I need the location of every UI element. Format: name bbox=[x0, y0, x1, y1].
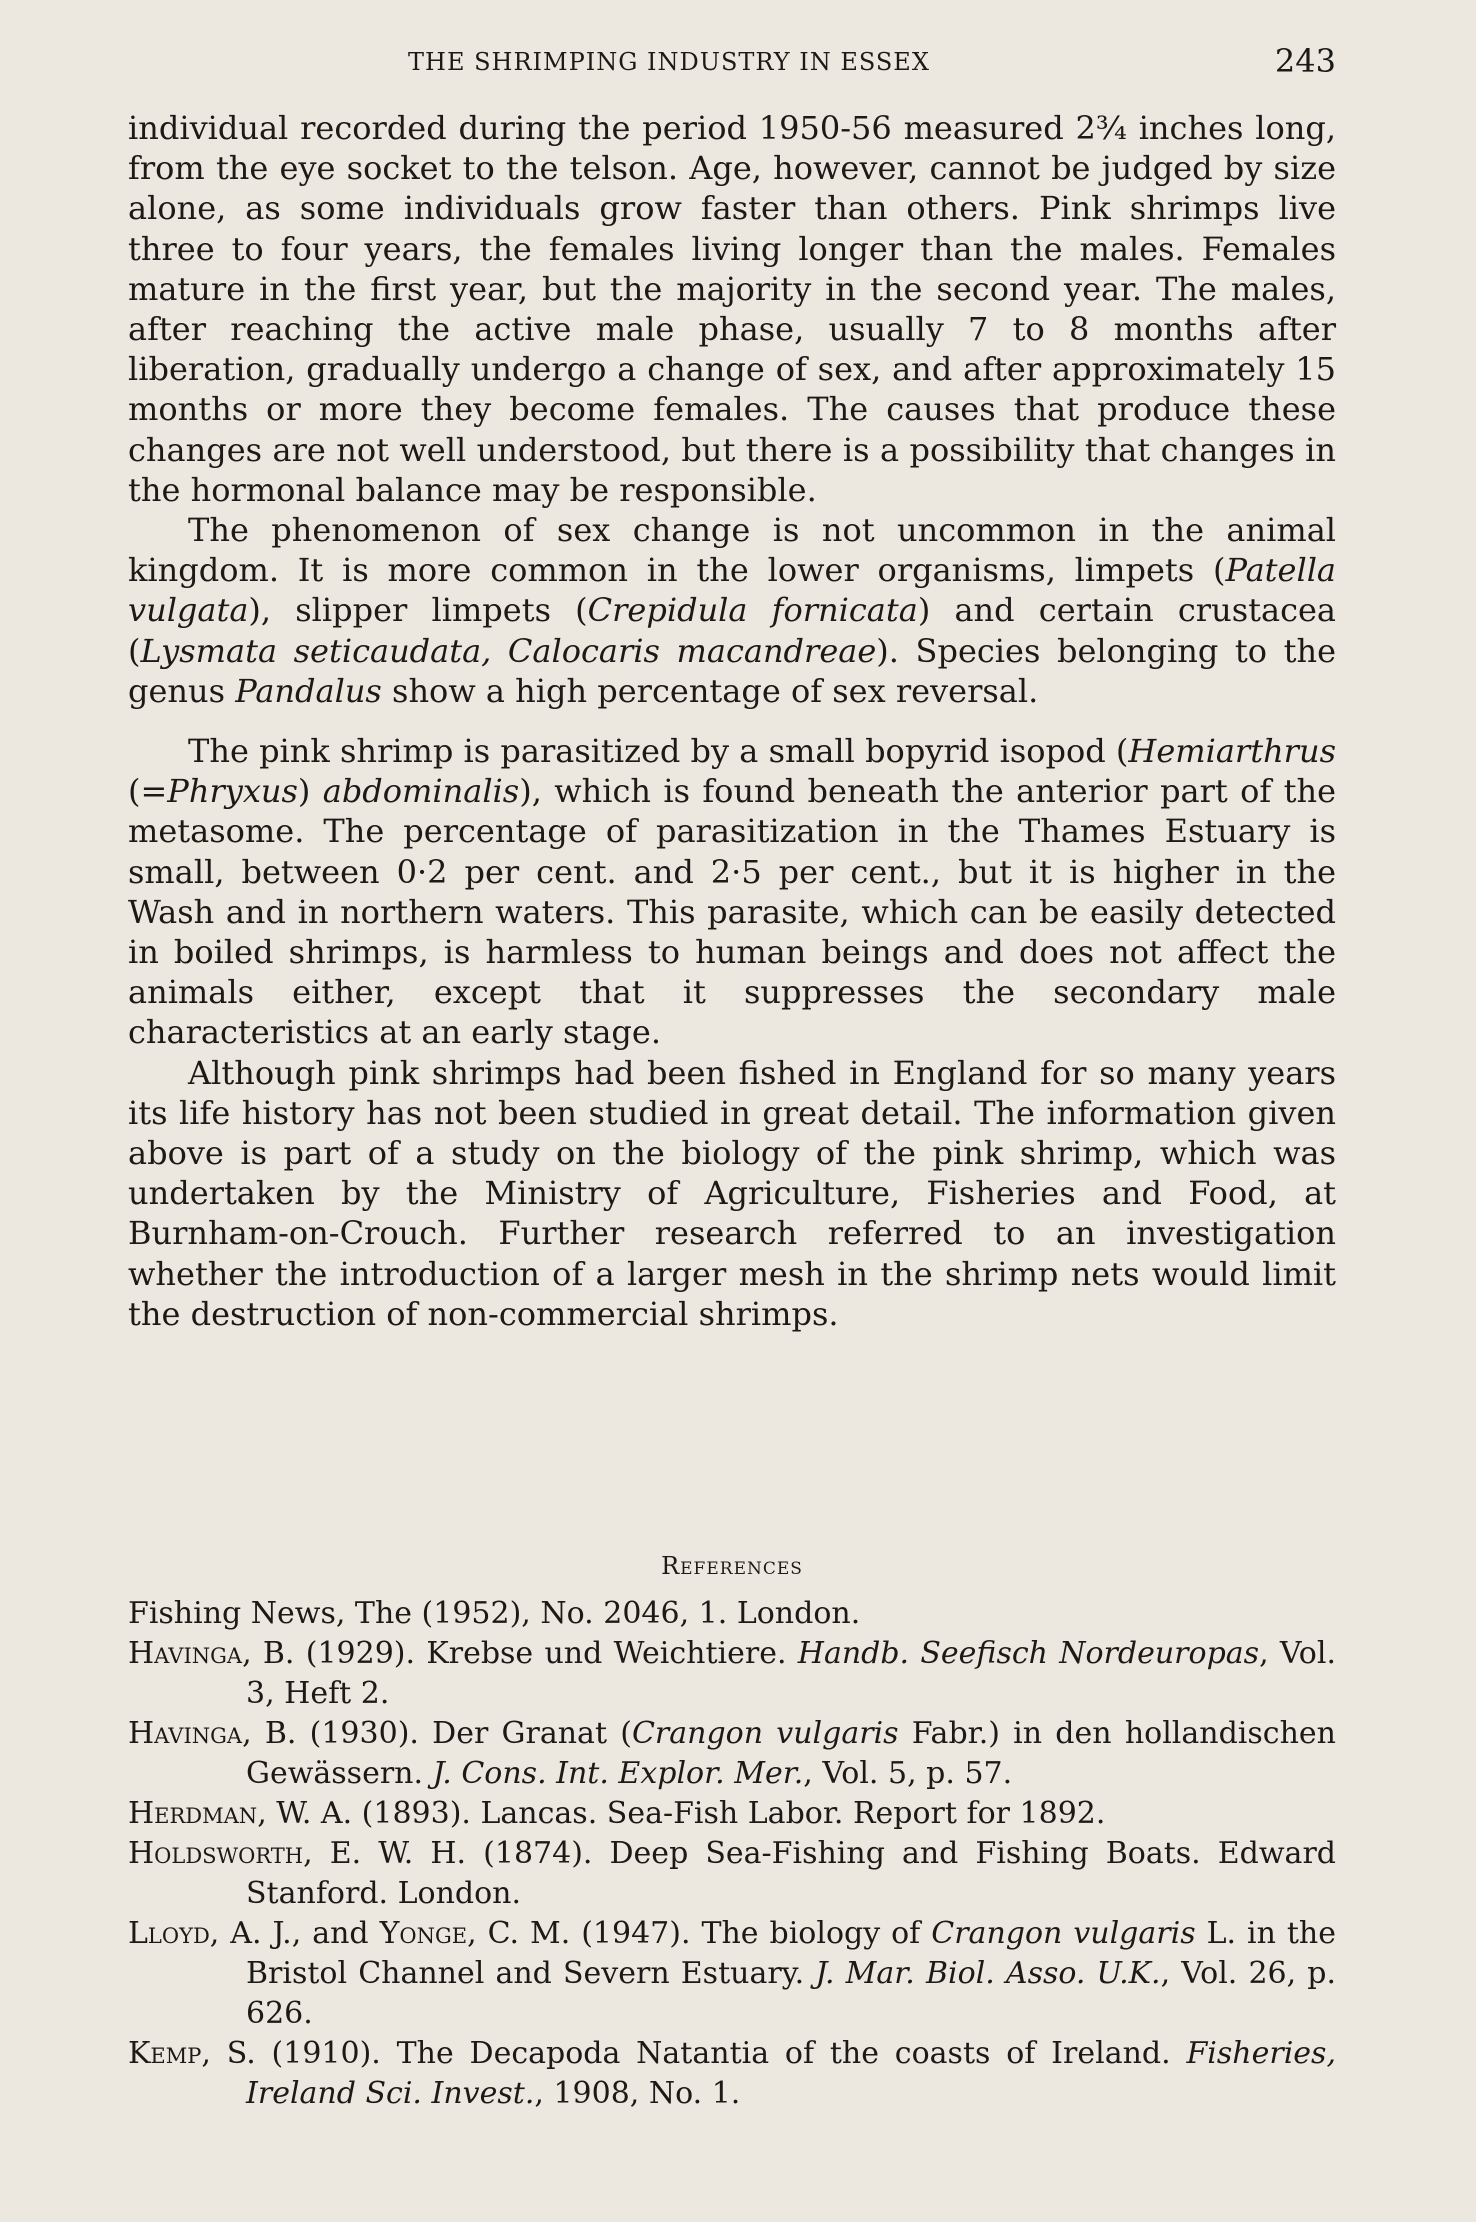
genus-name: Pandalus bbox=[235, 671, 382, 710]
text-run: The pink shrimp is parasitized by a small bopyrid isopod ( bbox=[188, 732, 1129, 771]
text-run: Fabr.) in den hollandischen Gewässern. bbox=[246, 1716, 1336, 1791]
reference-item bbox=[128, 1914, 1336, 2034]
author-name: Lloyd bbox=[128, 1916, 210, 1951]
reference-item bbox=[128, 1714, 1336, 1794]
paragraph-4: Although pink shrimps had been fished in England for so many years its life history has not been studied in great detail. The information given above is part of a study on the biology of the pink shrimp, which was undertaken by the Ministry of Agriculture, Fisheries and Food, at Burnham-on-Crouch. Further research referred to an investigation whether the introduction of a larger mesh in the shrimp nets would limit the destruction of non-commercial shrimps. bbox=[128, 1053, 1336, 1333]
text-run: , Vol. 26, p. 626. bbox=[246, 1956, 1337, 2031]
species-name: Phryxus bbox=[167, 772, 298, 811]
reference-item bbox=[128, 1634, 1336, 1714]
species-name: Crepidula fornicata bbox=[587, 591, 918, 630]
author-name: Holdsworth bbox=[128, 1836, 304, 1871]
references-heading: References bbox=[661, 1552, 803, 1580]
page-header bbox=[128, 42, 1336, 86]
text-run: , W. A. (1893). Lancas. Sea-Fish Labor. Report for 1892. bbox=[257, 1796, 1106, 1831]
author-name: Havinga bbox=[128, 1716, 243, 1751]
author-name: Herdman bbox=[128, 1796, 258, 1831]
species-name: abdominalis bbox=[322, 772, 520, 811]
running-title: THE SHRIMPING INDUSTRY IN ESSEX bbox=[408, 48, 930, 76]
species-name: Patella vulgata bbox=[128, 551, 1336, 630]
text-run: , Vol. 5, p. 57. bbox=[803, 1756, 1013, 1791]
author-name: Kemp bbox=[128, 2036, 202, 2071]
text-run: ) and certain crustacea ( bbox=[128, 591, 1337, 670]
reference-item bbox=[128, 1834, 1336, 1914]
species-name: Lysmata seticaudata, Calocaris macandreae bbox=[140, 631, 877, 670]
reference-item bbox=[128, 2034, 1336, 2114]
text-run: L. in the Bristol Channel and Severn Estuary. bbox=[246, 1916, 1337, 1991]
journal-title: Handb. Seefisch Nordeuropas bbox=[797, 1636, 1260, 1671]
reference-item bbox=[128, 1794, 1336, 1834]
author-name: Yonge bbox=[379, 1916, 468, 1951]
text-run: , C. M. (1947). The biology of bbox=[467, 1916, 932, 1951]
text-run: (= bbox=[128, 772, 168, 811]
reference-item: Fishing News, The (1952), No. 2046, 1. London. bbox=[128, 1596, 861, 1631]
text-run: , B. (1929). Krebse und Weichtiere. bbox=[242, 1636, 798, 1671]
text-run: ). Species belonging to the genus bbox=[128, 631, 1337, 710]
text-run: show a high percentage of sex reversal. bbox=[381, 671, 1039, 710]
text-run: , E. W. H. (1874). Deep Sea-Fishing and Fishing Boats. Edward Stanford. London. bbox=[246, 1836, 1336, 1911]
text-run: ), slipper limpets ( bbox=[248, 591, 588, 630]
species-name: Crangon vulgaris bbox=[931, 1916, 1196, 1951]
journal-title: J. Mar. Biol. Asso. U.K. bbox=[815, 1956, 1161, 1991]
text-run: , A. J., and bbox=[209, 1916, 380, 1951]
text-run: ) bbox=[297, 772, 323, 811]
text-run: , B. (1930). Der Granat ( bbox=[242, 1716, 632, 1751]
text-run: , Vol. 3, Heft 2. bbox=[246, 1636, 1337, 1711]
text-run: , 1908, No. 1. bbox=[534, 2076, 741, 2111]
references-section bbox=[128, 1546, 1336, 2114]
text-run: ), which is found beneath the anterior part of the metasome. The percentage of parasitization in the Thames Estuary is small, between 0·2 per cent. and 2·5 per cent., but it is higher in the Wash and in northern waters. This parasite, which can be easily detected in boiled shrimps, is harmless to human beings and does not affect the animals either, except that it suppresses the secondary male characteristics at an early stage. bbox=[128, 772, 1337, 1052]
journal-title: Fisheries, Ireland Sci. Invest. bbox=[246, 2036, 1336, 2111]
text-run: The phenomenon of sex change is not uncommon in the animal kingdom. It is more common in the lower organisms, limpets ( bbox=[128, 511, 1336, 590]
species-name: Crangon vulgaris bbox=[631, 1716, 899, 1751]
author-name: Havinga bbox=[128, 1636, 243, 1671]
journal-title: J. Cons. Int. Explor. Mer. bbox=[432, 1756, 804, 1791]
paragraph-2 bbox=[128, 510, 1336, 711]
page-number: 243 bbox=[1274, 42, 1336, 80]
species-name: Hemiarthrus bbox=[1128, 732, 1336, 771]
text-run: , S. (1910). The Decapoda Natantia of the coasts of Ireland. bbox=[201, 2036, 1187, 2071]
paragraph-3 bbox=[128, 731, 1336, 1053]
paragraph-1: individual recorded during the period 1950-56 measured 2¾ inches long, from the eye socket to the telson. Age, however, cannot be judged by size alone, as some individuals grow faster than others. Pink shrimps live three to four years, the females living longer than the males. Females mature in the first year, but the majority in the second year. The males, after reaching the active male phase, usually 7 to 8 months after liberation, gradually undergo a change of sex, and after approximately 15 months or more they become females. The causes that produce these changes are not well understood, but there is a possibility that changes in the hormonal balance may be responsible. bbox=[128, 109, 1336, 509]
body-text bbox=[128, 108, 1336, 1334]
